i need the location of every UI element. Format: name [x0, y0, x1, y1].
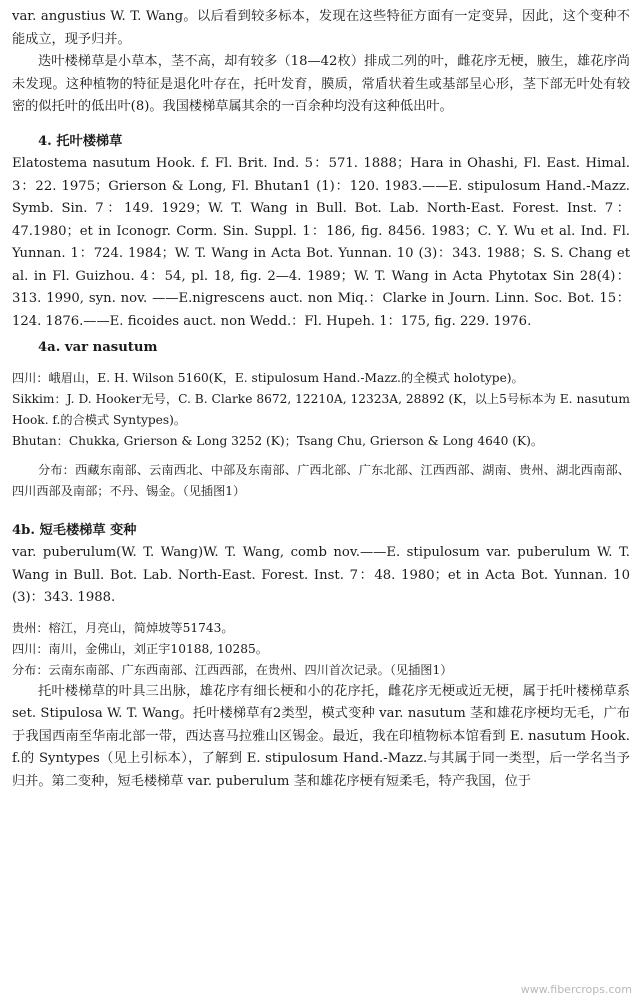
variety-heading-4b: 4b. 短毛楼梯草 变种: [12, 522, 137, 538]
paragraph-species-description: 迭叶楼梯草是小草本，茎不高，却有较多（18—42枚）排成二列的叶，雌花序无梗，腋生，雄花序尚未发现。这种植物的特征是退化叶存在，托叶发育，膜质，常盾状着生或基部呈心形，茎下部无叶处有较密的似托叶的低出叶(8)。我国楼梯草属其余的一百余种均没有这种低出叶。: [12, 54, 630, 114]
variety-heading-4a: 4a. var nasutum: [38, 340, 158, 355]
specimen-sikkim: Sikkim：J. D. Hooker无号，C. B. Clarke 8672, 12210A, 12323A, 28892 (K，以上5号标本为 E. nasutum Hook. f.的合模式 Syntypes)。: [12, 391, 630, 427]
distribution-4a: 分布：西藏东南部、云南西北、中部及东南部、广西北部、广东北部、江西西部、湖南、贵州、湖北西南部、四川西部及南部；不丹、锡金。（见插图1）: [12, 462, 630, 498]
discussion-paragraph: 托叶楼梯草的叶具三出脉，雄花序有细长梗和小的花序托，雌花序无梗或近无梗，属于托叶楼梯草系 set. Stipulosa W. T. Wang。托叶楼梯草有2类型，模式变种 var. nasutum 茎和雄花序梗均无毛，广布于我国西南至华南北部一带，西达喜马拉雅山区锡金。最近，我在印植物标本馆看到 E. nasutum Hook. f.的 Syntypes（见上引标本），了解到 E. stipulosum Hand.-Mazz.与其属于同一类型，后一学名当予归并。第二变种，短毛楼梯草 var. puberulum 茎和雄花序梗有短柔毛，特产我国，位于: [12, 683, 630, 789]
specimen-sichuan: 四川：峨眉山，E. H. Wilson 5160(K，E. stipulosum Hand.-Mazz.的全模式 holotype)。: [12, 370, 524, 385]
synonymy-paragraph: Elatostema nasutum Hook. f. Fl. Brit. Ind. 5：571. 1888；Hara in Ohashi, Fl. East. Himal. 3：22. 1975；Grierson & Long, Fl. Bhutan1 (1)：120. 1983.——E. stipulosum Hand.-Mazz. Symb. Sin. 7：149. 1929；W. T. Wang in Bull. Bot. Lab. North-East. Forest. Inst. 7：47.1980；et in Iconogr. Corm. Sin. Suppl. 1：186, fig. 8456. 1983；C. Y. Wu et al. Ind. Fl. Yunnan. 1：724. 1984；W. T. Wang in Acta Bot. Yunnan. 10 (3)：343. 1988；S. S. Chang et al. in Fl. Guizhou. 4：54, pl. 18, fig. 2—4. 1989；W. T. Wang in Acta Phytotax Sin 28(4)：313. 1990, syn. nov. ——E.nigrescens auct. non Miq.：Clarke in Journ. Linn. Soc. Bot. 15：124. 1876.——E. ficoides auct. non Wedd.：Fl. Hupeh. 1：175, fig. 229. 1976.: [12, 156, 630, 329]
species-heading: 4. 托叶楼梯草: [38, 133, 123, 149]
paragraph-var-angustius: var. angustius W. T. Wang。以后看到较多标本，发现在这些特征方面有一定变异，因此，这个变种不能成立，现予归并。: [12, 9, 630, 47]
spacer: [12, 360, 630, 368]
spacer: [12, 452, 630, 460]
synonymy-4b: var. puberulum(W. T. Wang)W. T. Wang, comb nov.——E. stipulosum var. puberulum W. T. Wang in Bull. Bot. Lab. North-East. Forest. Inst. 7：48. 1980；et in Acta Bot. Yunnan. 10 (3)：343. 1988.: [12, 545, 630, 605]
specimen-sichuan-nanchuan: 四川：南川，金佛山，刘正宇10188, 10285。: [12, 641, 268, 656]
spacer: [12, 610, 630, 618]
spacer: [12, 119, 630, 127]
watermark: www.fibercrops.com: [520, 983, 632, 996]
spacer: [12, 502, 630, 516]
specimen-guizhou: 贵州：榕江，月亮山，简焯坡等51743。: [12, 620, 234, 635]
distribution-4b: 分布：云南东南部、广东西南部、江西西部，在贵州、四川首次记录。（见插图1）: [12, 662, 453, 677]
specimen-bhutan: Bhutan：Chukka, Grierson & Long 3252 (K)；Tsang Chu, Grierson & Long 4640 (K)。: [12, 433, 544, 448]
